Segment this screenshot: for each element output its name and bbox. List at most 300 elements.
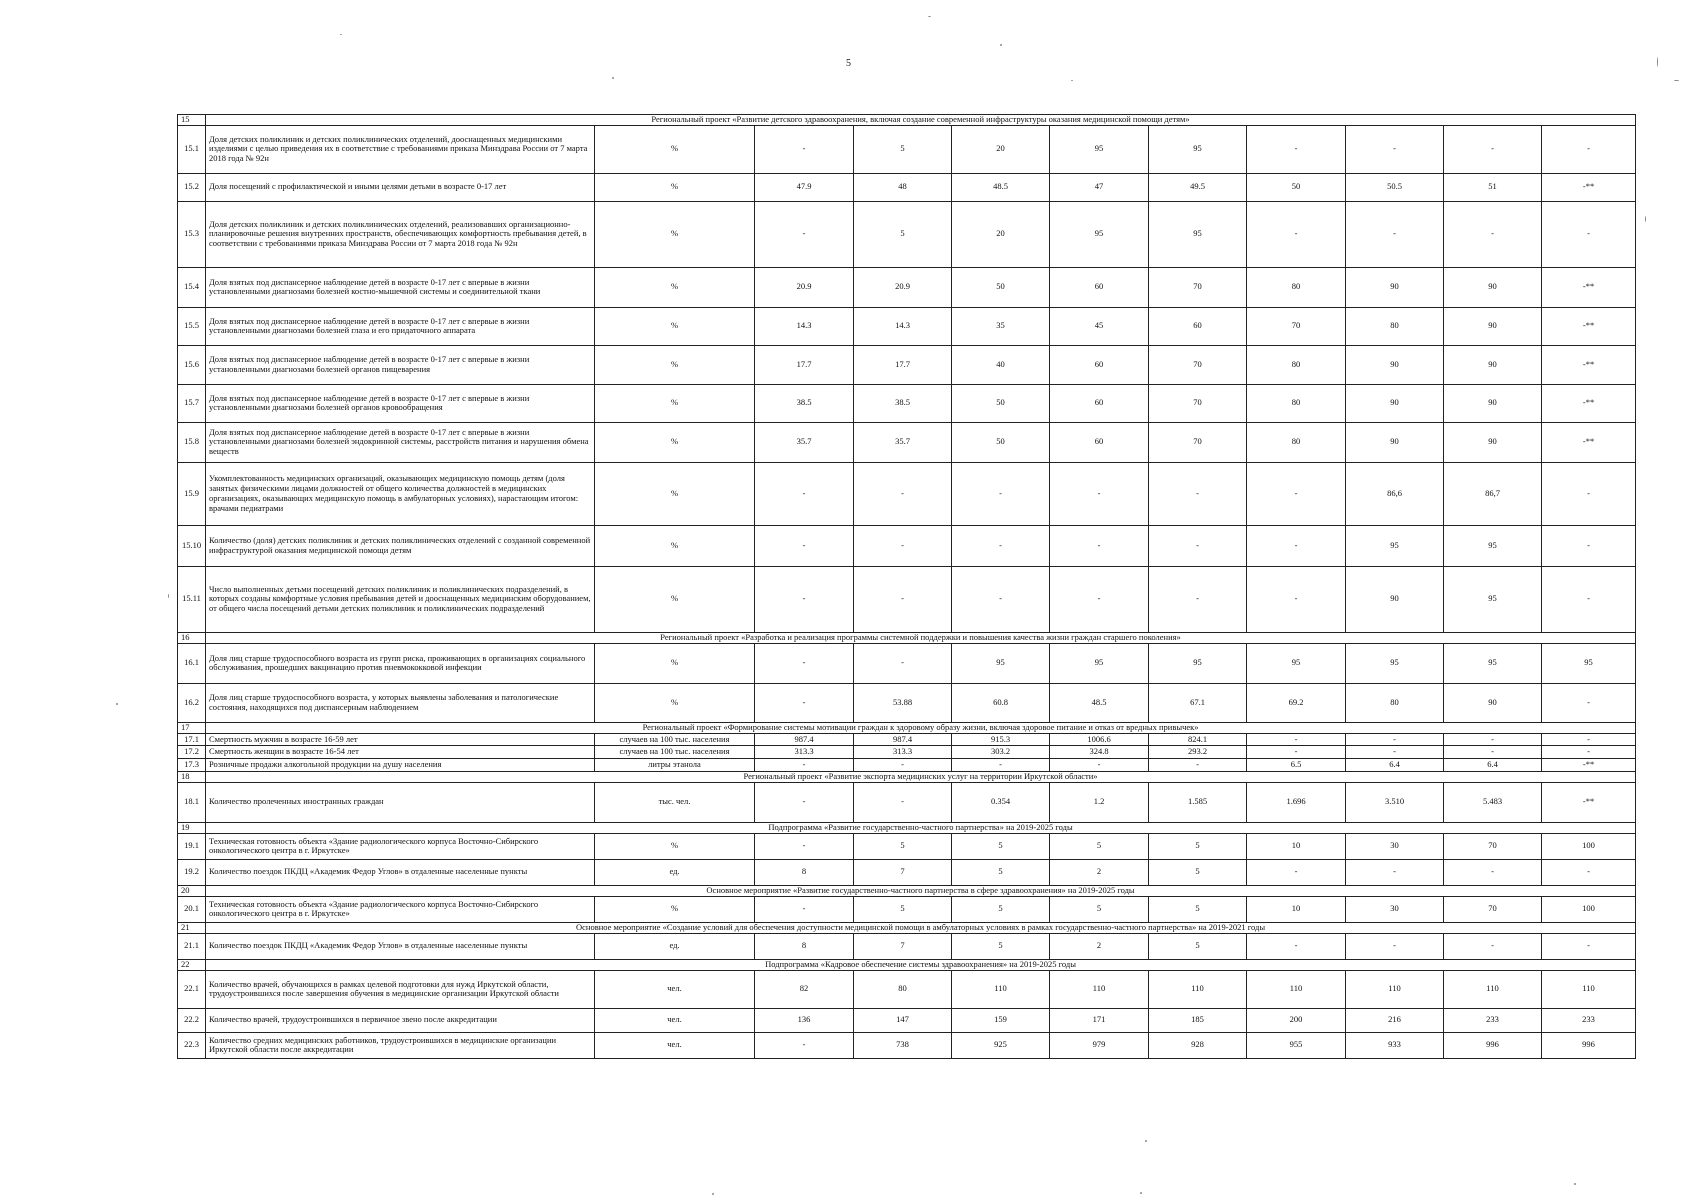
indicator-value: 50: [952, 422, 1050, 462]
row-number: 20: [178, 885, 206, 896]
indicator-value: 95: [1149, 201, 1247, 267]
indicator-value: 5.483: [1444, 782, 1542, 822]
indicator-value: 987.4: [854, 733, 952, 746]
indicator-value: 95: [1346, 525, 1444, 566]
indicator-row: [178, 643, 1636, 683]
row-number: 17: [178, 722, 206, 733]
indicator-value: -: [1149, 525, 1247, 566]
indicator-unit: %: [595, 345, 755, 384]
indicator-value: 51: [1444, 173, 1542, 201]
indicator-name: Доля взятых под диспансерное наблюдение детей в возрасте 0-17 лет с впервые в жизни установленными диагнозами болезней органов пищеварения: [206, 345, 595, 384]
section-header-row: [178, 822, 1636, 833]
row-number: 20.1: [178, 896, 206, 922]
indicator-value: 110: [952, 970, 1050, 1008]
indicator-unit: %: [595, 525, 755, 566]
indicator-value: -: [1542, 733, 1636, 746]
indicator-value: 6.4: [1444, 759, 1542, 772]
row-number: 15.1: [178, 125, 206, 173]
row-number: 17.3: [178, 759, 206, 772]
indicator-value: -: [1542, 746, 1636, 759]
indicator-value: 48: [854, 173, 952, 201]
indicator-value: -: [952, 566, 1050, 632]
indicator-name: Доля детских поликлиник и детских поликлинических отделений, реализовавших организационно-планировочные решения внутренних пространств, обеспечивающих комфортность пребывания детей, в соответствии с требованиями приказа Минздрава России от 7 марта 2018 года № 92н: [206, 201, 595, 267]
indicator-value: 6.4: [1346, 759, 1444, 772]
indicator-value: -: [952, 759, 1050, 772]
indicator-value: 95: [952, 643, 1050, 683]
indicator-name: Розничные продажи алкогольной продукции на душу населения: [206, 759, 595, 772]
indicator-row: [178, 896, 1636, 922]
indicator-value: -: [1346, 746, 1444, 759]
section-header-row: [178, 922, 1636, 933]
indicator-value: 110: [1050, 970, 1149, 1008]
scan-speck: [712, 1193, 714, 1195]
indicator-value: 49.5: [1149, 173, 1247, 201]
indicator-value: 50: [952, 267, 1050, 307]
indicator-value: -: [755, 759, 854, 772]
indicator-unit: %: [595, 267, 755, 307]
indicator-row: [178, 746, 1636, 759]
indicator-row: [178, 782, 1636, 822]
indicator-unit: %: [595, 643, 755, 683]
indicator-value: 2: [1050, 933, 1149, 959]
indicator-value: 70: [1149, 267, 1247, 307]
indicator-value: -: [952, 525, 1050, 566]
indicator-name: Доля взятых под диспансерное наблюдение детей в возрасте 0-17 лет с впервые в жизни установленными диагнозами болезней эндокринной системы, расстройств питания и нарушения обмена веществ: [206, 422, 595, 462]
indicator-value: 35: [952, 307, 1050, 345]
indicator-value: -: [755, 683, 854, 722]
indicator-value: -: [1444, 933, 1542, 959]
section-title: Региональный проект «Развитие экспорта медицинских услуг на территории Иркутской области»: [206, 771, 1636, 782]
indicator-value: 110: [1247, 970, 1346, 1008]
row-number: 15: [178, 115, 206, 126]
indicator-value: 6.5: [1247, 759, 1346, 772]
indicator-value: 185: [1149, 1008, 1247, 1032]
indicator-name: Число выполненных детьми посещений детских поликлиник и поликлинических подразделений, в которых созданы комфортные условия пребывания детей и дооснащенных медицинским оборудованием, от общего числа посещений детьми детских поликлиник и поликлинических подразделений: [206, 566, 595, 632]
indicator-value: -**: [1542, 307, 1636, 345]
indicator-row: [178, 525, 1636, 566]
indicators-table: [177, 114, 1636, 1059]
indicator-unit: %: [595, 201, 755, 267]
indicator-value: 1006.6: [1050, 733, 1149, 746]
indicator-value: 8: [755, 859, 854, 885]
indicator-value: 5: [854, 896, 952, 922]
indicator-value: -: [1444, 125, 1542, 173]
indicator-value: 110: [1542, 970, 1636, 1008]
indicator-value: 5: [952, 833, 1050, 859]
indicator-value: -**: [1542, 173, 1636, 201]
indicator-value: 216: [1346, 1008, 1444, 1032]
indicator-value: 80: [1247, 422, 1346, 462]
indicator-value: -: [1542, 683, 1636, 722]
indicator-name: Техническая готовность объекта «Здание радиологического корпуса Восточно-Сибирского онкологического центра в г. Иркутске»: [206, 833, 595, 859]
indicator-value: 0.354: [952, 782, 1050, 822]
indicator-value: 996: [1542, 1032, 1636, 1058]
indicator-value: 5: [854, 125, 952, 173]
row-number: 21.1: [178, 933, 206, 959]
scan-speck: [1145, 1140, 1147, 1142]
indicator-unit: тыс. чел.: [595, 782, 755, 822]
indicator-value: 5: [854, 201, 952, 267]
indicator-value: 1.696: [1247, 782, 1346, 822]
indicator-value: -: [1050, 525, 1149, 566]
indicator-value: 110: [1346, 970, 1444, 1008]
indicator-value: 987.4: [755, 733, 854, 746]
indicator-value: 86,6: [1346, 462, 1444, 525]
indicator-value: 95: [1542, 643, 1636, 683]
indicator-value: -: [755, 782, 854, 822]
indicator-value: 20: [952, 125, 1050, 173]
indicator-value: -**: [1542, 384, 1636, 422]
indicator-value: 110: [1149, 970, 1247, 1008]
indicator-value: 45: [1050, 307, 1149, 345]
row-number: 15.4: [178, 267, 206, 307]
indicator-row: [178, 933, 1636, 959]
page-number: 5: [846, 58, 851, 69]
indicator-value: 233: [1444, 1008, 1542, 1032]
row-number: 18: [178, 771, 206, 782]
indicator-name: Смертность женщин в возрасте 16-54 лет: [206, 746, 595, 759]
indicator-row: [178, 759, 1636, 772]
indicator-value: -: [854, 759, 952, 772]
indicator-unit: %: [595, 683, 755, 722]
indicator-value: -: [1346, 859, 1444, 885]
indicator-value: 67.1: [1149, 683, 1247, 722]
indicator-value: -: [1542, 566, 1636, 632]
indicator-value: -: [1542, 933, 1636, 959]
indicator-value: -: [1346, 733, 1444, 746]
section-header-row: [178, 632, 1636, 643]
indicator-unit: случаев на 100 тыс. населения: [595, 746, 755, 759]
indicator-value: 824.1: [1149, 733, 1247, 746]
row-number: 19.1: [178, 833, 206, 859]
indicator-value: -: [1247, 462, 1346, 525]
indicator-unit: %: [595, 307, 755, 345]
indicator-value: -: [1247, 933, 1346, 959]
indicator-row: [178, 267, 1636, 307]
indicator-value: 303.2: [952, 746, 1050, 759]
row-number: 15.8: [178, 422, 206, 462]
indicator-value: 90: [1346, 422, 1444, 462]
indicator-value: 20: [952, 201, 1050, 267]
scan-speck: [116, 703, 118, 705]
indicator-value: -: [1247, 746, 1346, 759]
scan-speck: [612, 77, 614, 79]
indicator-value: 313.3: [854, 746, 952, 759]
indicator-value: -**: [1542, 345, 1636, 384]
indicator-name: Количество средних медицинских работников, трудоустроившихся в медицинские организации Иркутской области после аккредитации: [206, 1032, 595, 1058]
section-header-row: [178, 771, 1636, 782]
indicator-value: 70: [1247, 307, 1346, 345]
indicator-value: 70: [1149, 345, 1247, 384]
indicator-value: 90: [1346, 384, 1444, 422]
indicator-value: 48.5: [952, 173, 1050, 201]
indicator-value: 5: [1149, 933, 1247, 959]
row-number: 16.2: [178, 683, 206, 722]
indicator-value: 5: [1050, 833, 1149, 859]
indicator-value: 50.5: [1346, 173, 1444, 201]
section-title: Подпрограмма «Кадровое обеспечение системы здравоохранения» на 2019-2025 годы: [206, 959, 1636, 970]
indicator-value: -: [854, 525, 952, 566]
indicator-value: 95: [1149, 643, 1247, 683]
indicator-value: 5: [1050, 896, 1149, 922]
section-title: Региональный проект «Формирование системы мотивации граждан к здоровому образу жизни, включая здоровое питание и отказ от вредных привычек»: [206, 722, 1636, 733]
indicator-value: 60: [1050, 267, 1149, 307]
section-title: Подпрограмма «Развитие государственно-частного партнерства» на 2019-2025 годы: [206, 822, 1636, 833]
indicator-value: 928: [1149, 1032, 1247, 1058]
indicator-value: 5: [1149, 896, 1247, 922]
indicator-value: -: [755, 1032, 854, 1058]
row-number: 15.9: [178, 462, 206, 525]
indicator-unit: чел.: [595, 970, 755, 1008]
indicator-value: 60.8: [952, 683, 1050, 722]
indicator-value: -: [1542, 859, 1636, 885]
indicator-value: 14.3: [854, 307, 952, 345]
row-number: 22.3: [178, 1032, 206, 1058]
indicator-value: 35.7: [854, 422, 952, 462]
indicator-value: -: [755, 125, 854, 173]
indicator-value: -: [1444, 201, 1542, 267]
indicator-value: 10: [1247, 896, 1346, 922]
indicator-unit: чел.: [595, 1032, 755, 1058]
indicator-value: 17.7: [854, 345, 952, 384]
indicator-row: [178, 1032, 1636, 1058]
indicator-name: Доля взятых под диспансерное наблюдение детей в возрасте 0-17 лет с впервые в жизни установленными диагнозами болезней глаза и его придаточного аппарата: [206, 307, 595, 345]
indicator-value: 60: [1050, 345, 1149, 384]
scan-speck: [1000, 44, 1002, 46]
indicator-value: -**: [1542, 759, 1636, 772]
indicator-value: -: [1149, 462, 1247, 525]
indicator-unit: ед.: [595, 859, 755, 885]
indicator-row: [178, 345, 1636, 384]
section-title: Основное мероприятие «Создание условий для обеспечения доступности медицинской помощи в амбулаторных условиях в рамках государственно-частного партнерства» на 2019-2021 годы: [206, 922, 1636, 933]
row-number: 21: [178, 922, 206, 933]
indicator-row: [178, 125, 1636, 173]
indicator-value: -: [854, 643, 952, 683]
indicator-value: 5: [952, 859, 1050, 885]
indicator-value: 955: [1247, 1032, 1346, 1058]
indicator-unit: %: [595, 384, 755, 422]
indicator-value: 48.5: [1050, 683, 1149, 722]
indicator-value: 95: [1050, 643, 1149, 683]
indicator-value: 293.2: [1149, 746, 1247, 759]
indicator-value: -: [755, 566, 854, 632]
indicator-value: 80: [1247, 345, 1346, 384]
indicator-value: 3.510: [1346, 782, 1444, 822]
indicator-name: Доля лиц старше трудоспособного возраста, у которых выявлены заболевания и патологические состояния, находящихся под диспансерным наблюдением: [206, 683, 595, 722]
indicator-value: 60: [1050, 422, 1149, 462]
indicator-unit: %: [595, 173, 755, 201]
indicator-value: 1.2: [1050, 782, 1149, 822]
indicator-value: 95: [1050, 201, 1149, 267]
indicator-value: 80: [1346, 307, 1444, 345]
indicator-value: 915.3: [952, 733, 1050, 746]
indicator-value: 70: [1444, 896, 1542, 922]
indicator-value: 90: [1444, 683, 1542, 722]
indicator-name: Доля взятых под диспансерное наблюдение детей в возрасте 0-17 лет с впервые в жизни установленными диагнозами болезней органов кровообращения: [206, 384, 595, 422]
scan-speck: [1140, 1192, 1142, 1194]
row-number: 15.7: [178, 384, 206, 422]
indicator-value: 95: [1247, 643, 1346, 683]
indicator-row: [178, 970, 1636, 1008]
indicator-value: -**: [1542, 267, 1636, 307]
indicator-unit: ед.: [595, 933, 755, 959]
indicator-value: -: [755, 201, 854, 267]
indicator-value: 10: [1247, 833, 1346, 859]
indicator-row: [178, 462, 1636, 525]
indicator-name: Количество поездок ПКДЦ «Академик Федор Углов» в отдаленные населенные пункты: [206, 933, 595, 959]
indicator-name: Количество врачей, трудоустроившихся в первичное звено после аккредитации: [206, 1008, 595, 1032]
indicator-name: Количество (доля) детских поликлиник и детских поликлинических отделений с созданной современной инфраструктурой оказания медицинской помощи детям: [206, 525, 595, 566]
scan-speck: [168, 594, 169, 598]
indicator-value: 40: [952, 345, 1050, 384]
indicator-unit: %: [595, 833, 755, 859]
indicator-value: 5: [952, 896, 1050, 922]
indicator-value: 69.2: [1247, 683, 1346, 722]
indicator-value: 95: [1050, 125, 1149, 173]
scan-speck: [340, 34, 342, 35]
indicator-value: 8: [755, 933, 854, 959]
indicator-row: [178, 733, 1636, 746]
indicator-value: -: [1050, 462, 1149, 525]
indicator-value: 30: [1346, 896, 1444, 922]
indicator-value: 20.9: [854, 267, 952, 307]
section-title: Региональный проект «Разработка и реализация программы системной поддержки и повышения качества жизни граждан старшего поколения»: [206, 632, 1636, 643]
indicator-value: 30: [1346, 833, 1444, 859]
indicator-value: 70: [1149, 384, 1247, 422]
scan-speck: [1574, 1183, 1576, 1185]
row-number: 15.6: [178, 345, 206, 384]
row-number: 22.1: [178, 970, 206, 1008]
indicator-value: 7: [854, 933, 952, 959]
indicator-row: [178, 683, 1636, 722]
indicator-value: 38.5: [755, 384, 854, 422]
indicator-value: 90: [1444, 345, 1542, 384]
indicator-value: -: [952, 462, 1050, 525]
indicator-value: -: [1050, 759, 1149, 772]
indicator-row: [178, 173, 1636, 201]
row-number: 19.2: [178, 859, 206, 885]
indicator-value: 47: [1050, 173, 1149, 201]
indicator-unit: %: [595, 125, 755, 173]
indicator-value: 80: [1247, 267, 1346, 307]
indicator-value: 171: [1050, 1008, 1149, 1032]
indicator-value: -: [1346, 933, 1444, 959]
indicator-value: 147: [854, 1008, 952, 1032]
indicator-value: -: [1247, 733, 1346, 746]
row-number: 16.1: [178, 643, 206, 683]
indicator-value: 86,7: [1444, 462, 1542, 525]
indicator-name: Доля посещений с профилактической и иными целями детьми в возрасте 0-17 лет: [206, 173, 595, 201]
indicator-value: 53.88: [854, 683, 952, 722]
indicator-value: -: [1444, 733, 1542, 746]
indicator-value: -: [1247, 201, 1346, 267]
row-number: 15.10: [178, 525, 206, 566]
indicator-value: -: [854, 462, 952, 525]
indicator-value: 738: [854, 1032, 952, 1058]
indicator-value: 90: [1346, 267, 1444, 307]
row-number: 15.11: [178, 566, 206, 632]
section-header-row: [178, 959, 1636, 970]
indicator-name: Доля лиц старше трудоспособного возраста из групп риска, проживающих в организациях социального обслуживания, прошедших вакцинацию против пневмококковой инфекции: [206, 643, 595, 683]
indicator-name: Доля детских поликлиник и детских поликлинических отделений, дооснащенных медицинскими изделиями с целью приведения их в соответствие с требованиями приказа Минздрава России от 7 марта 2018 года № 92н: [206, 125, 595, 173]
indicator-value: -: [1149, 566, 1247, 632]
indicator-value: 979: [1050, 1032, 1149, 1058]
scan-speck: [1645, 216, 1646, 222]
row-number: 22.2: [178, 1008, 206, 1032]
row-number: 19: [178, 822, 206, 833]
row-number: 17.2: [178, 746, 206, 759]
indicator-value: 996: [1444, 1032, 1542, 1058]
indicator-value: 35.7: [755, 422, 854, 462]
indicator-value: -: [755, 833, 854, 859]
indicator-unit: %: [595, 422, 755, 462]
indicator-row: [178, 201, 1636, 267]
indicator-name: Доля взятых под диспансерное наблюдение детей в возрасте 0-17 лет с впервые в жизни установленными диагнозами болезней костно-мышечной системы и соединительной ткани: [206, 267, 595, 307]
indicator-value: 38.5: [854, 384, 952, 422]
indicator-row: [178, 566, 1636, 632]
indicator-value: 90: [1346, 345, 1444, 384]
row-number: 15.5: [178, 307, 206, 345]
indicator-row: [178, 859, 1636, 885]
indicator-value: 60: [1149, 307, 1247, 345]
indicator-value: 60: [1050, 384, 1149, 422]
indicator-value: -: [1542, 525, 1636, 566]
indicator-value: -: [854, 566, 952, 632]
indicator-value: 90: [1444, 267, 1542, 307]
indicator-unit: %: [595, 566, 755, 632]
indicator-value: 233: [1542, 1008, 1636, 1032]
row-number: 16: [178, 632, 206, 643]
indicator-value: -: [755, 643, 854, 683]
indicator-value: 5: [854, 833, 952, 859]
indicator-value: 82: [755, 970, 854, 1008]
indicator-value: 7: [854, 859, 952, 885]
section-header-row: [178, 722, 1636, 733]
row-number: 17.1: [178, 733, 206, 746]
indicator-value: 95: [1346, 643, 1444, 683]
scan-speck: [928, 16, 931, 17]
indicator-value: 47.9: [755, 173, 854, 201]
indicator-value: -: [1247, 566, 1346, 632]
indicator-value: -: [1050, 566, 1149, 632]
indicator-value: -: [755, 896, 854, 922]
indicator-value: 2: [1050, 859, 1149, 885]
row-number: 18.1: [178, 782, 206, 822]
indicator-value: 90: [1444, 384, 1542, 422]
indicator-value: 95: [1444, 643, 1542, 683]
indicator-unit: %: [595, 896, 755, 922]
indicator-value: 14.3: [755, 307, 854, 345]
indicator-value: 80: [1247, 384, 1346, 422]
indicator-value: -: [1149, 759, 1247, 772]
indicator-unit: %: [595, 462, 755, 525]
indicator-value: -: [1247, 525, 1346, 566]
indicator-value: -: [1542, 125, 1636, 173]
indicator-value: -: [1346, 201, 1444, 267]
indicator-value: -: [1346, 125, 1444, 173]
indicator-name: Количество поездок ПКДЦ «Академик Федор Углов» в отдаленные населенные пункты: [206, 859, 595, 885]
indicator-value: 17.7: [755, 345, 854, 384]
indicator-value: 80: [1346, 683, 1444, 722]
section-title: Региональный проект «Развитие детского здравоохранения, включая создание современной инфраструктуры оказания медицинской помощи детям»: [206, 115, 1636, 126]
indicator-name: Смертность мужчин в возрасте 16-59 лет: [206, 733, 595, 746]
indicator-value: -: [755, 462, 854, 525]
indicator-name: Количество врачей, обучающихся в рамках целевой подготовки для нужд Иркутской области, трудоустроившихся после завершения обучения в медицинские организации Иркутской области: [206, 970, 595, 1008]
indicator-value: 5: [1149, 833, 1247, 859]
indicator-value: 933: [1346, 1032, 1444, 1058]
indicator-value: -: [1247, 859, 1346, 885]
indicator-value: 90: [1444, 422, 1542, 462]
